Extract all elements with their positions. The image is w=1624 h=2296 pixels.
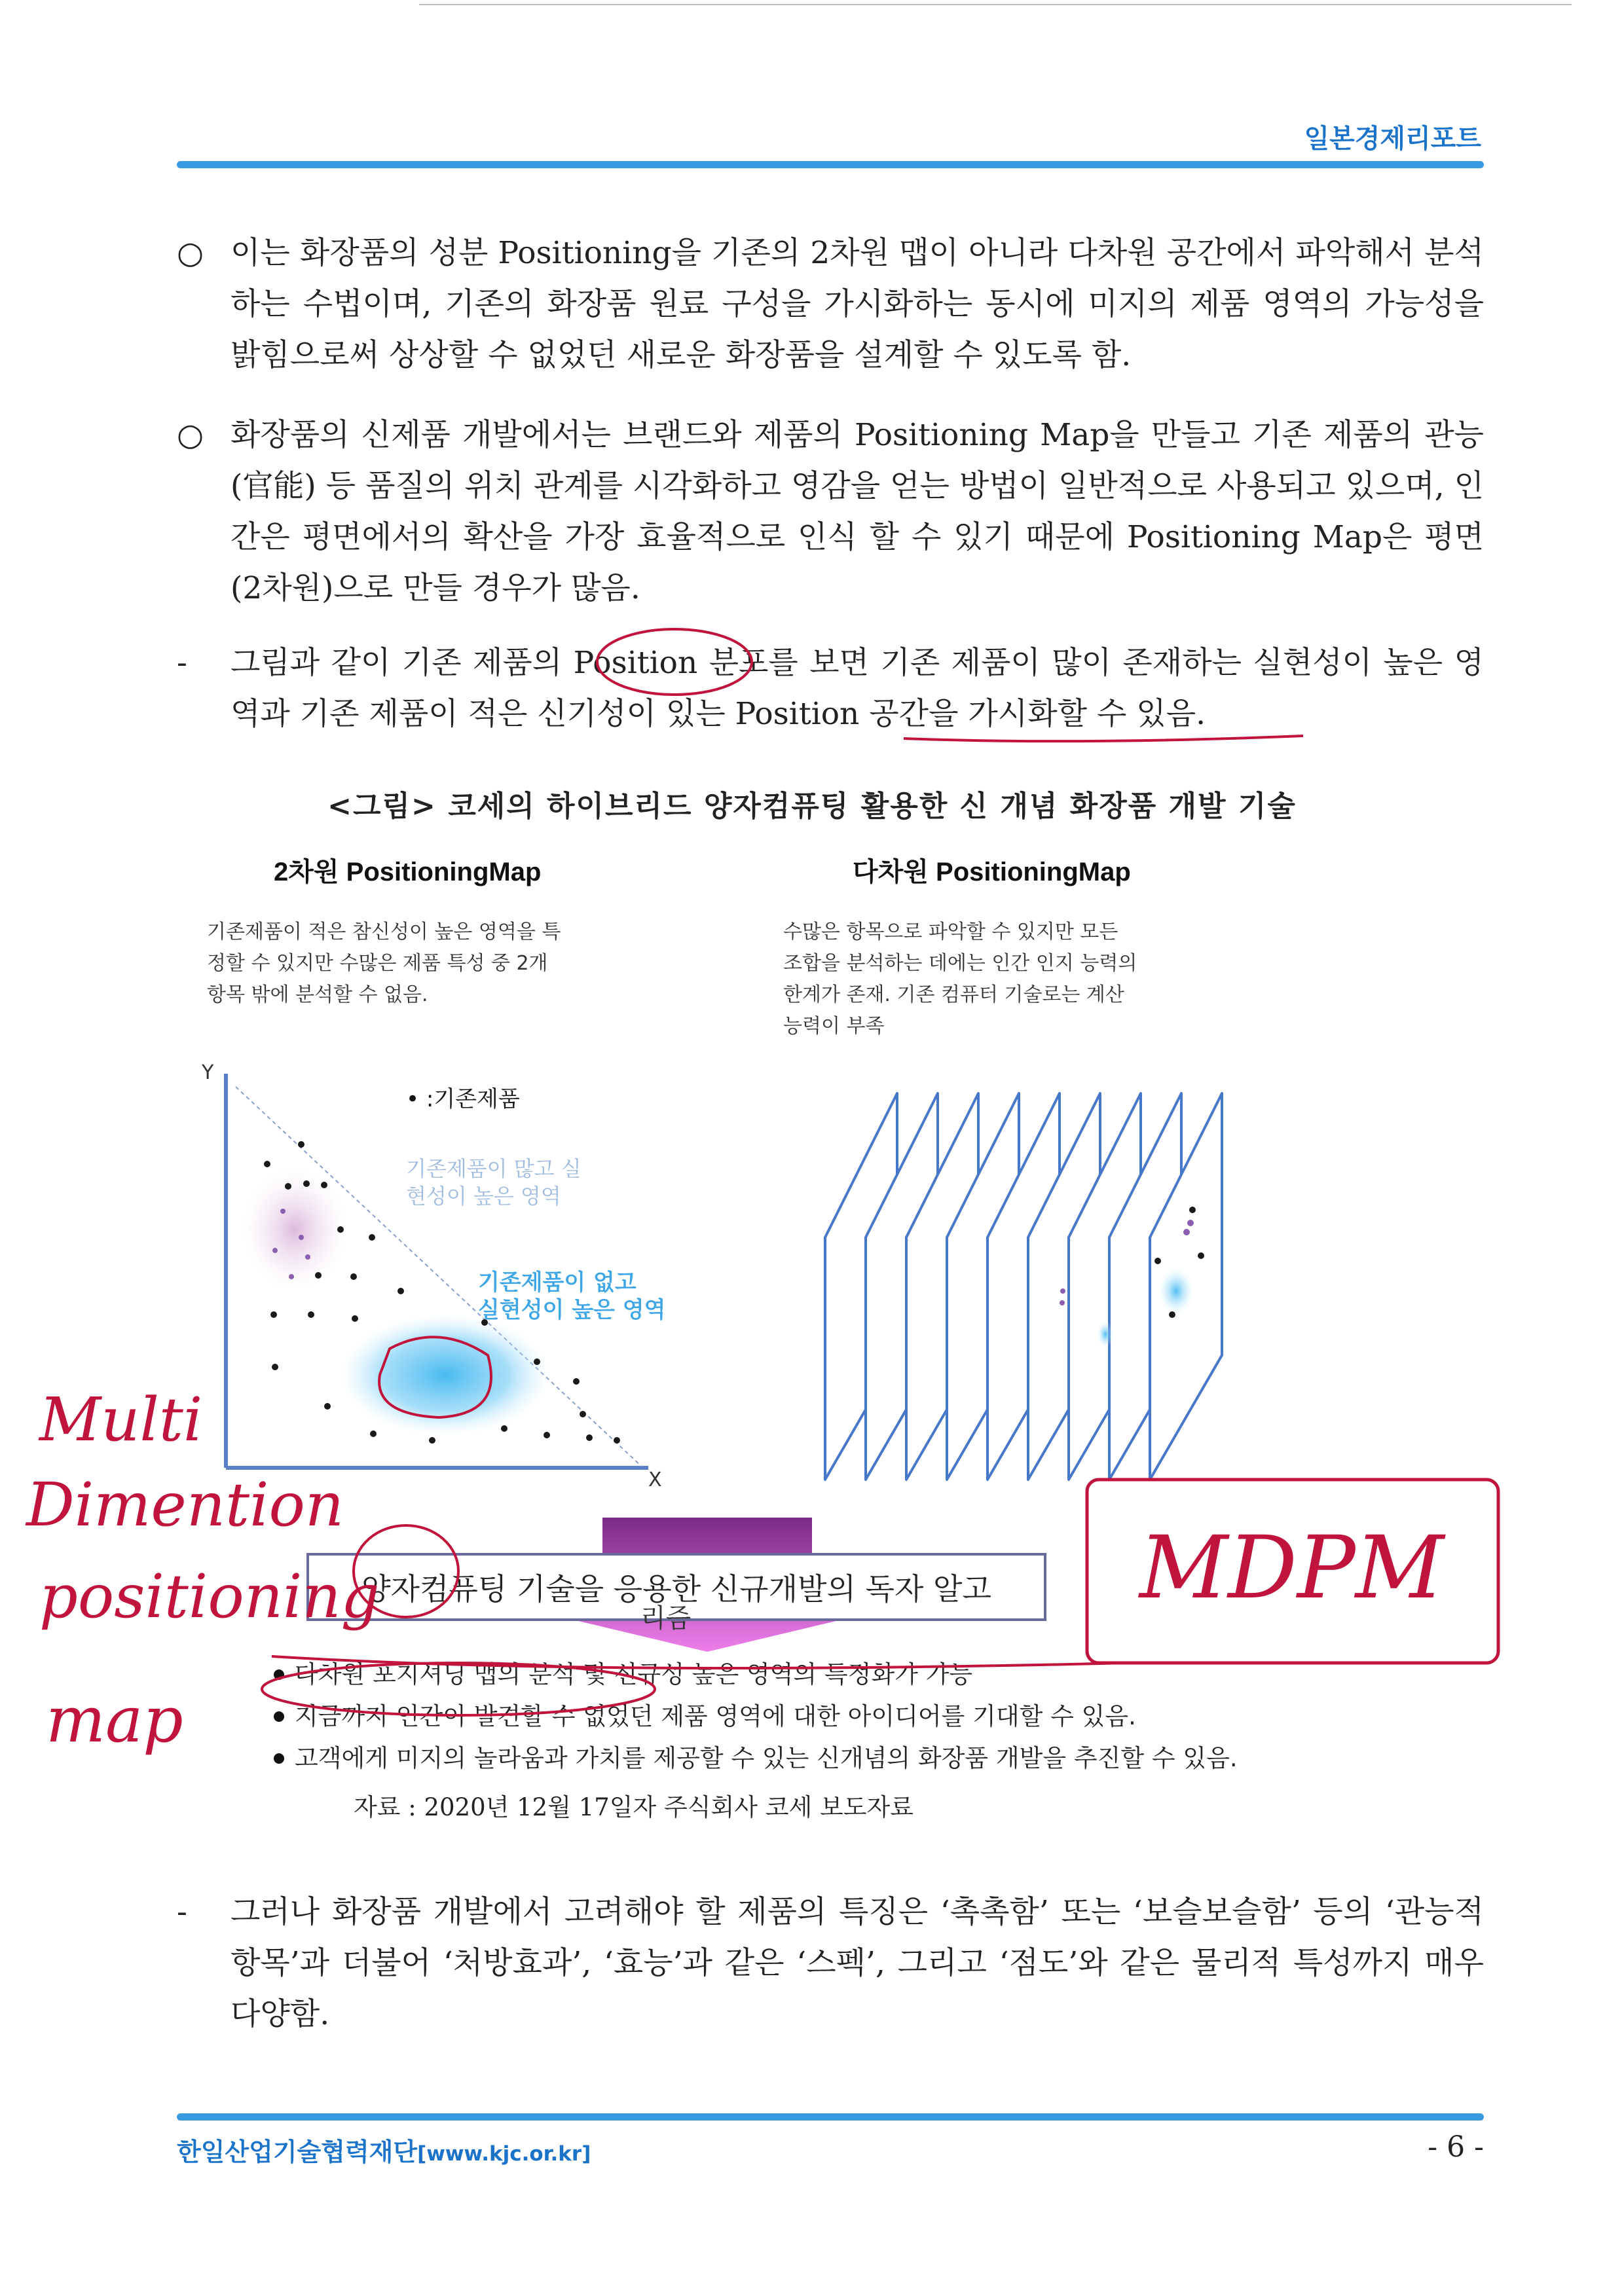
desc-line: 정할 수 있지만 수많은 제품 특성 중 2개 — [207, 952, 548, 975]
desc-line: 조합을 분석하는 데에는 인간 인지 능력의 — [783, 952, 1137, 975]
handwriting-map: map — [46, 1683, 183, 1757]
list-item: 고객에게 미지의 놀라움과 가치를 제공할 수 있는 신개념의 화장품 개발을 추진할 수 있음. — [268, 1738, 1238, 1779]
x-axis-label: X — [648, 1468, 662, 1491]
caption-text: 양자컴퓨팅 기술을 응용한 신규개발의 독자 알고 — [361, 1571, 991, 1607]
handwriting-positioning: positioning — [39, 1561, 380, 1631]
desc-line: 항목 밖에 분석할 수 없음. — [207, 983, 428, 1006]
left-map-title: 2차원 PositioningMap — [274, 858, 542, 886]
y-axis-label: Y — [202, 1061, 214, 1084]
paragraph-text: 화장품의 신제품 개발에서는 브랜드와 제품의 Positioning Map을 만들고 기존 제품의 관능(官能) 등 품질의 위치 관계를 시각화하고 영감을 얻는 방법이 일반적으로 사용되고 있으며, 인간은 평면에서의 확산을 가장 효율적으로 인식 할 수 있기 때문에 Positioning Map은 평면(2차원)으로 만들 경우가 많음. — [231, 417, 1484, 606]
desc-line: 능력이 부족 — [783, 1015, 885, 1038]
figure-source: 자료 : 2020년 12월 17일자 주식회사 코세 보도자료 — [354, 1793, 913, 1821]
legend-existing-product: • :기존제품 — [406, 1086, 520, 1112]
org-name: 한일산업기술협력재단 — [177, 2138, 418, 2166]
handwriting-mdpm: MDPM — [1139, 1518, 1444, 1618]
dash-bullet: - — [177, 1894, 187, 1930]
handwriting-dimention: Dimention — [26, 1470, 344, 1540]
dash-bullet: - — [177, 645, 187, 681]
page-number: - 6 - — [1428, 2130, 1484, 2164]
region-label-few: 기존제품이 없고 — [478, 1269, 637, 1296]
region-label-many: 기존제품이 많고 실 — [406, 1156, 581, 1181]
caption-tail: 리즘 — [640, 1603, 692, 1633]
paragraph-text: 이는 화장품의 성분 Positioning을 기존의 2차원 맵이 아니라 다차원 공간에서 파악해서 분석하는 수법이며, 기존의 화장품 원료 구성을 가시화하는 동시에 미지의 제품 영역의 가능성을 밝힘으로써 상상할 수 없었던 새로운 화장품을 설계할 수 있도록 함. — [231, 235, 1484, 373]
desc-line: 한계가 존재. 기존 컴퓨터 기술로는 계산 — [783, 983, 1124, 1006]
footer-org — [177, 2132, 591, 2168]
right-map-title: 다차원 PositioningMap — [853, 858, 1131, 886]
desc-line: 수많은 항목으로 파악할 수 있지만 모든 — [783, 920, 1118, 943]
desc-line: 기존제품이 적은 참신성이 높은 영역을 특 — [207, 920, 561, 943]
list-item: 지금까지 인간이 발견할 수 없었던 제품 영역에 대한 아이디어를 기대할 수 있음. — [268, 1696, 1238, 1738]
svg-text:실현성이 높은 영역: 실현성이 높은 영역 — [478, 1297, 666, 1323]
paragraph-text: 그림과 같이 기존 제품의 Position 분포를 보면 기존 제품이 많이 존재하는 실현성이 높은 영역과 기존 제품이 적은 신기성이 있는 Position 공간을 가시화할 수 있음. — [231, 645, 1484, 732]
report-title: 일본경제리포트 — [1304, 124, 1481, 154]
svg-text:현성이 높은 영역: 현성이 높은 영역 — [406, 1184, 561, 1209]
paragraph-4 — [177, 1887, 1484, 2040]
list-item: 다차원 포지셔닝 맵의 분석 및 신규성 높은 영역의 특정화가 가능 — [268, 1654, 1238, 1696]
circle-bullet: ○ — [177, 417, 204, 453]
handwriting-multi: Multi — [39, 1385, 203, 1455]
footer-rule — [177, 2113, 1484, 2121]
paragraph-text: 그러나 화장품 개발에서 고려해야 할 제품의 특징은 ‘촉촉함’ 또는 ‘보슬보슬함’ 등의 ‘관능적 항목’과 더불어 ‘처방효과’, ‘효능’과 같은 ‘스펙’, 그리고 ‘점도’와 같은 물리적 특성까지 매우 다양함. — [231, 1894, 1484, 2032]
figure-title: <그림> 코세의 하이브리드 양자컴퓨팅 활용한 신 개념 화장품 개발 기술 — [327, 790, 1297, 823]
circle-bullet: ○ — [177, 235, 204, 271]
org-url[interactable]: [www.kjc.or.kr] — [417, 2142, 591, 2166]
